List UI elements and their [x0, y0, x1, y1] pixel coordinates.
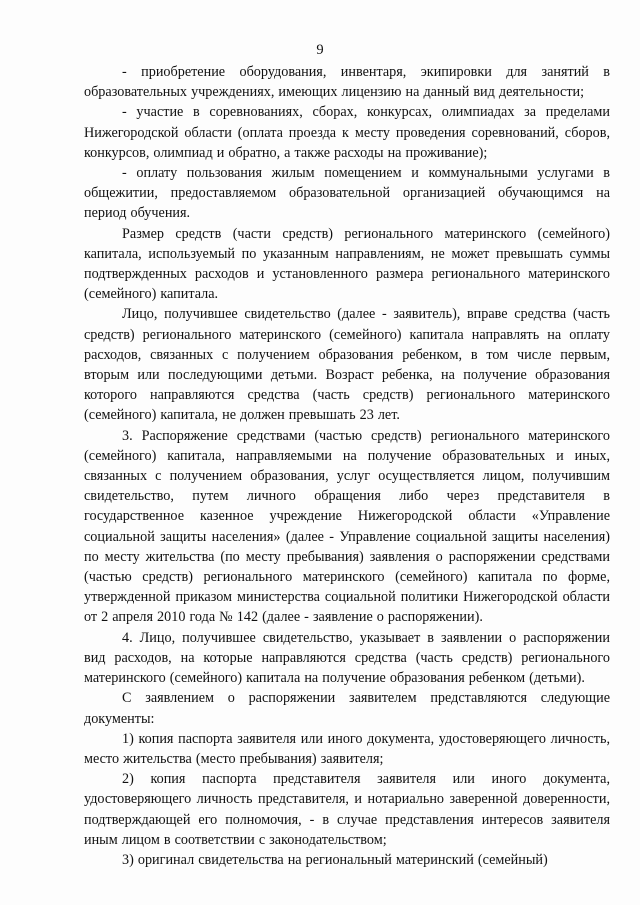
paragraph: Лицо, получившее свидетельство (далее - заявитель), вправе средства (часть средств) регионального материнского (семейного) капитала направлять на оплату расходов, связанных с получением образования ребенком, в том числе первым, вторым или последующими детьми. Возраст ребенка, на получение образования которого направляются средства (часть средств) регионального материнского (семейного) капитала, не должен превышать 23 лет.: [84, 306, 610, 424]
paragraph: Размер средств (части средств) регионального материнского (семейного) капитала, используемый по указанным направлениям, не может превышать суммы подтвержденных расходов и установленного размера регионального материнского (семейного) капитала.: [84, 225, 610, 303]
paragraph: - участие в соревнованиях, сборах, конкурсах, олимпиадах за пределами Нижегородской области (оплата проезда к месту проведения соревнований, сборов, конкурсов, олимпиад и обратно, а также расходы на проживание);: [84, 104, 610, 161]
page-number: 9: [316, 42, 324, 58]
paragraph: 4. Лицо, получившее свидетельство, указывает в заявлении о распоряжении вид расходов, на которые направляются средства (часть средств) регионального материнского (семейного) капитала на получение образования ребенком (детьми).: [84, 629, 610, 687]
paragraph: - оплату пользования жилым помещением и коммунальными услугами в общежитии, предоставляемом образовательной организацией обучающимся на период обучения.: [84, 165, 610, 222]
paragraph: 2) копия паспорта представителя заявителя или иного документа, удостоверяющего личность представителя, и нотариально заверенной доверенности, подтверждающей его полномочия, - в случае представления интересов заявителя иным лицом в соответствии с законодательством;: [84, 771, 610, 848]
paragraph: С заявлением о распоряжении заявителем представляются следующие документы:: [84, 690, 610, 727]
paragraph: 3) оригинал свидетельства на региональный материнский (семейный): [122, 851, 548, 868]
paragraph: - приобретение оборудования, инвентаря, экипировки для занятий в образовательных учреждениях, имеющих лицензию на данный вид деятельности;: [84, 64, 610, 101]
paragraph: 1) копия паспорта заявителя или иного документа, удостоверяющего личность, место жительства (место пребывания) заявителя;: [84, 730, 610, 767]
paragraph: 3. Распоряжение средствами (частью средств) регионального материнского (семейного) капитала, направляемыми на получение образовательных и иных, связанных с получением образования, услуг осуществляется лицом, получившим свидетельство, путем личного обращения либо через представителя в государственное казенное учреждение Нижегородской области «Управление социальной защиты населения» (далее - Управление социальной защиты населения) по месту жительства (по месту пребывания) заявления о распоряжении средствами (частью средств) регионального материнского (семейного) капитала по форме, утвержденной приказом министерства социальной политики Нижегородской области от 2 апреля 2010 года № 142 (далее - заявление о распоряжении).: [84, 427, 610, 626]
document-body: [84, 62, 610, 870]
